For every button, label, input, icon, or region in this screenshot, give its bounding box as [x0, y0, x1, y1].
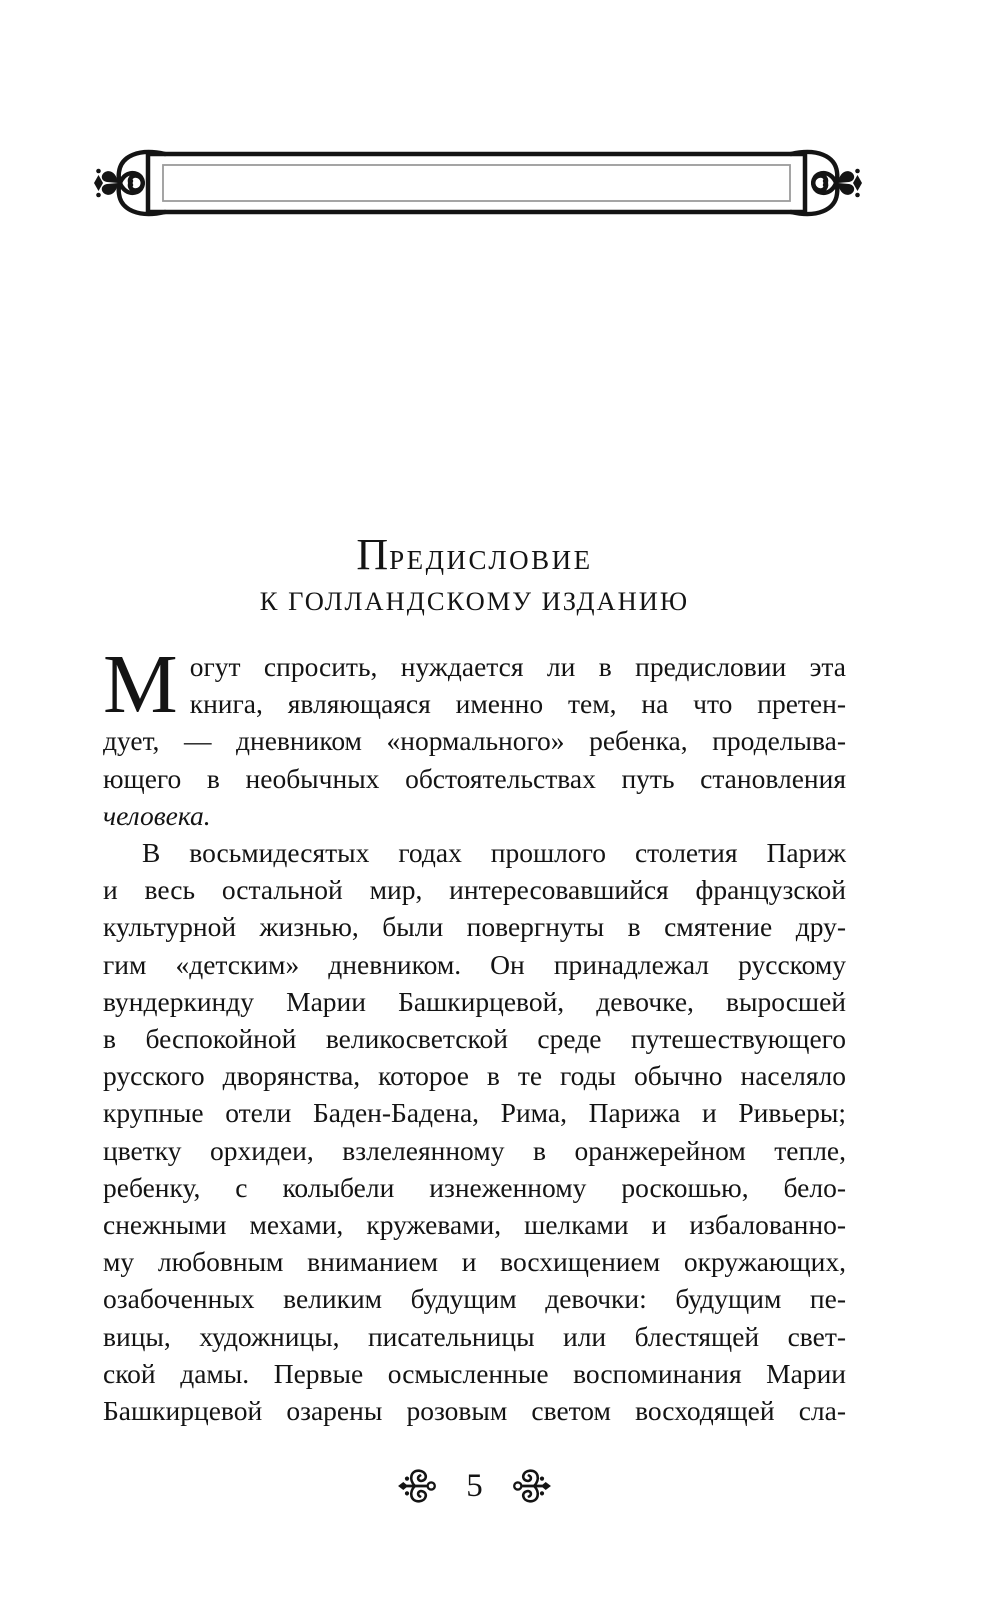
text-line: гим «детским» дневником. Он принадлежал русскому: [103, 948, 846, 980]
text-line: вицы, художницы, писательницы или блестящей свет-: [103, 1320, 846, 1352]
text-line: вундеркинду Марии Башкирцевой, девочке, выросшей: [103, 985, 846, 1017]
text-line: крупные отели Баден-Бадена, Рима, Парижа и Ривьеры;: [103, 1097, 846, 1129]
text-line: человека.: [103, 799, 211, 831]
footer-fleuron-left-icon: [398, 1466, 436, 1506]
text-line: снежными мехами, кружевами, шелками и избалованно-: [103, 1209, 846, 1241]
text-line: озабоченных великим будущим девочки: будущим пе-: [103, 1283, 846, 1315]
text-line: дует, — дневником «нормального» ребенка, проделыва-: [103, 725, 846, 757]
title-line-1: [103, 532, 846, 583]
page-title: [103, 532, 846, 616]
paragraph: [103, 834, 846, 1429]
text-line: ребенку, с колыбели изнеженному роскошью, бело-: [103, 1171, 846, 1203]
text-line: книга, являющаяся именно тем, на что претен-: [189, 688, 846, 720]
footer-fleuron-right-icon: [513, 1466, 551, 1506]
header-ornament: [91, 146, 865, 220]
text-line: в беспокойной великосветской среде путешествующего: [103, 1023, 846, 1055]
text-line: культурной жизнью, были повергнуты в смятение дру-: [103, 911, 846, 943]
text-line: огут спросить, нуждается ли в предисловии эта: [189, 651, 846, 682]
text-line: цветку орхидеи, взлелеянному в оранжерейном тепле,: [103, 1134, 846, 1166]
header-frame-ornament-icon: [91, 146, 865, 220]
drop-cap: М: [103, 638, 178, 731]
body-text: [103, 638, 846, 1429]
text-line: русского дворянства, которое в те годы обычно населяло: [103, 1060, 846, 1092]
text-line: му любовным вниманием и восхищением окружающих,: [103, 1246, 846, 1278]
text-line: ской дамы. Первые осмысленные воспоминания Марии: [103, 1357, 846, 1389]
title-line-2: К ГОЛЛАНДСКОМУ ИЗДАНИЮ: [259, 586, 690, 616]
title-line-1-rest: РЕДИСЛОВИЕ: [389, 545, 593, 575]
paragraph: [103, 638, 846, 834]
title-initial-letter: П: [356, 530, 390, 579]
page-footer: [103, 1466, 846, 1506]
text-line: и весь остальной мир, интересовавшийся французской: [103, 874, 846, 906]
page-number: 5: [466, 1468, 483, 1504]
text-line: Башкирцевой озарены розовым светом восходящей сла-: [103, 1395, 846, 1427]
text-line: В восьмидесятых годах прошлого столетия Париж: [142, 837, 846, 869]
text-line: ющего в необычных обстоятельствах путь становления: [103, 762, 846, 794]
